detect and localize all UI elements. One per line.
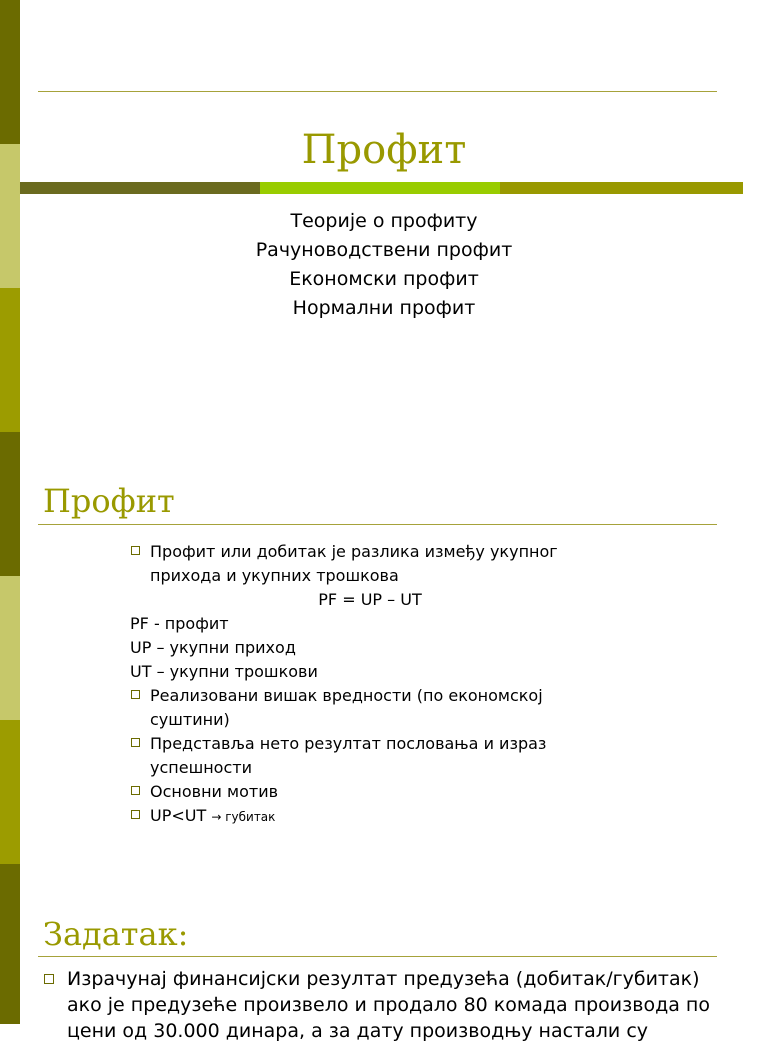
bullet-text: прихода и укупних трошкова [150,566,399,585]
definition: UP – укупни приход [130,638,296,657]
bullet-text: Реализовани вишак вредности (по економској [150,686,543,705]
divider [38,524,717,525]
definition: UT – укупни трошкови [130,662,318,681]
divider [38,91,717,92]
definition: PF - профит [130,614,229,633]
bullet-text: Представља нето резултат пословања и израз [150,734,547,753]
bullet-text: Основни мотив [150,782,279,801]
bullet-item [130,780,590,804]
title-bar-segment [500,182,743,194]
square-bullet-icon [131,786,140,795]
bullet-text: цени од 30.000 динара, а за дату производњу настали су [67,1020,649,1042]
side-stripe [0,864,20,1024]
bullet-text-small: → губитак [211,810,276,824]
square-bullet-icon [131,546,140,555]
slide-title: Задатак: [43,915,189,953]
slide-title: Профит [43,482,175,520]
square-bullet-icon [131,690,140,699]
subtitle-item: Рачуноводствени профит [255,239,513,261]
bullet-text: успешности [150,758,252,777]
slide-body [43,966,733,1044]
bullet-item [130,540,590,588]
slide-title: Профит [301,127,467,173]
side-stripe [0,432,20,576]
formula: PF = UP – UT [318,590,422,609]
bullet-item [43,966,733,1044]
bullet-item [130,684,590,732]
title-bar-segment [260,182,500,194]
bullet-text: ако је предузеће произвело и продало 80 комада производа по [67,994,710,1016]
side-stripe [0,0,20,144]
bullet-text: суштини) [150,710,230,729]
square-bullet-icon [131,810,140,819]
side-stripe [0,720,20,864]
divider [38,956,717,957]
bullet-text: Профит или добитак је разлика између укупног [150,542,558,561]
bullet-item [130,804,590,829]
subtitle-item: Нормални профит [292,297,476,319]
subtitle-item: Економски профит [289,268,479,290]
subtitle-list [0,207,768,323]
bullet-text: Израчунај финансијски резултат предузећа (добитак/губитак) [67,968,700,990]
side-stripe [0,576,20,720]
bullet-text: UP<UT [150,806,207,825]
bullet-item [130,732,590,780]
square-bullet-icon [131,738,140,747]
subtitle-item: Теорије о профиту [290,210,478,232]
slide-body [130,540,590,829]
title-bar-segment [20,182,260,194]
square-bullet-icon [44,974,54,984]
